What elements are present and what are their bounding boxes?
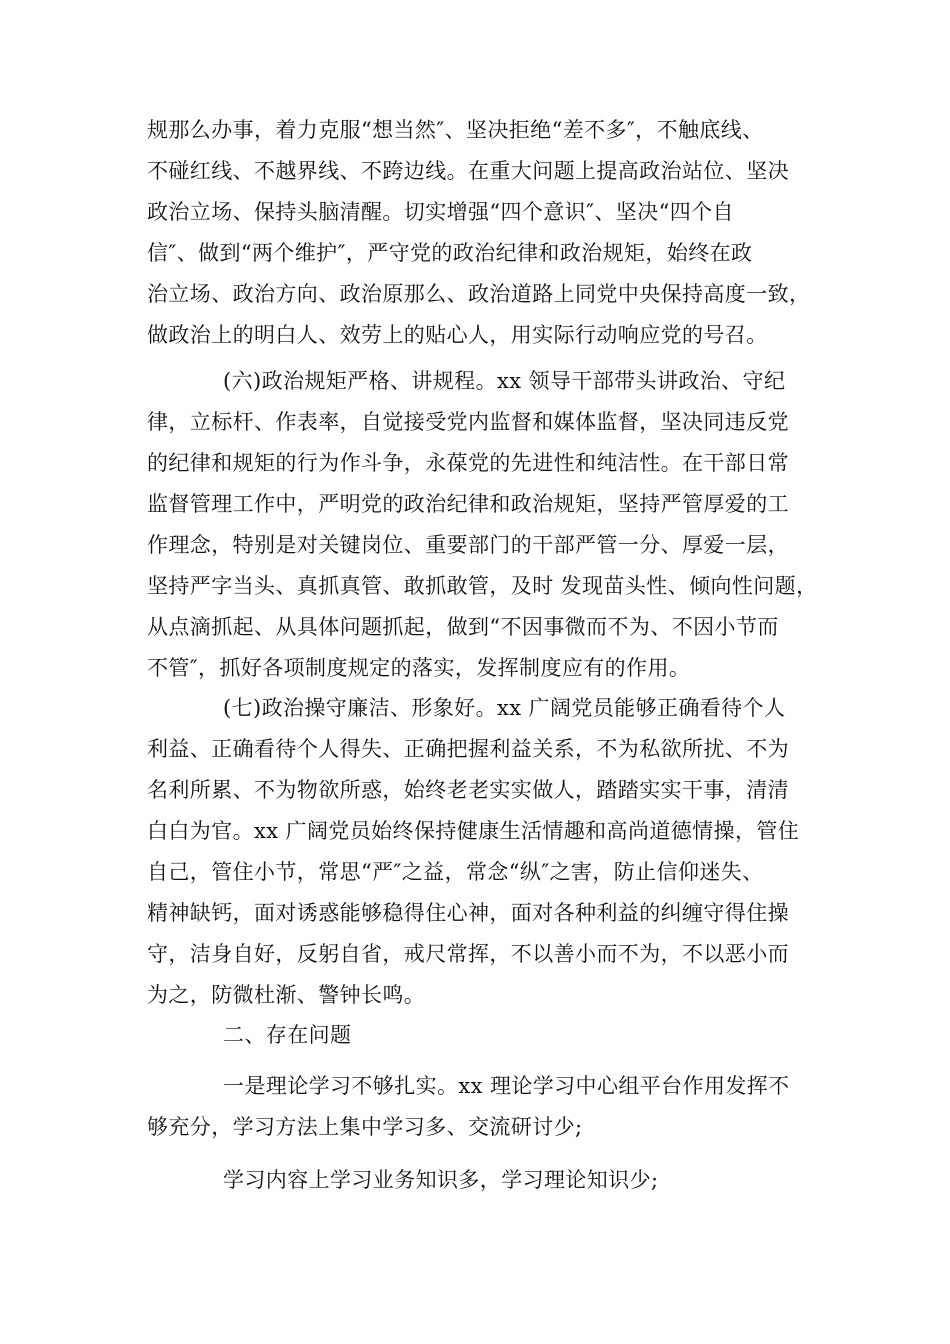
text-line: 的纪律和规矩的行为作斗争，永葆党的先进性和纯洁性。在干部日常 bbox=[147, 451, 789, 475]
text-line: 学习内容上学习业务知识多，学习理论知识少; bbox=[223, 1168, 659, 1192]
text-line: 利益、正确看待个人得失、正确把握利益关系，不为私欲所扰、不为 bbox=[147, 737, 789, 761]
text-line: 守，洁身自好，反躬自省，戒尺常挥，不以善小而不为，不以恶小而 bbox=[147, 942, 789, 966]
text-line: 一是理论学习不够扎实。xx 理论学习中心组平台作用发挥不 bbox=[223, 1074, 790, 1098]
paragraph-section-6 bbox=[147, 361, 827, 689]
text-line: 作理念，特别是对关键岗位、重要部门的干部严管一分、厚爱一层， bbox=[147, 533, 789, 557]
text-line: 为之，防微杜渐、警钟长鸣。 bbox=[147, 983, 426, 1007]
text-line: 治立场、政治方向、政治原那么、政治道路上同党中央保持高度一致， bbox=[147, 282, 811, 306]
paragraph-continuation bbox=[147, 110, 827, 356]
section-heading-problems bbox=[147, 1015, 827, 1056]
text-line: (六)政治规矩严格、讲规程。xx 领导干部带头讲政治、守纪 bbox=[223, 369, 786, 393]
paragraph-problem-1 bbox=[147, 1066, 827, 1148]
paragraph-problem-1-continued bbox=[147, 1160, 827, 1201]
text-line: 自己，管住小节，常思“严″之益，常念“纵″之害，防止信仰迷失、 bbox=[147, 860, 764, 884]
text-line: 规那么办事，着力克服“想当然″、坚决拒绝“差不多″，不触底线、 bbox=[147, 118, 764, 142]
text-line: 从点滴抓起、从具体问题抓起，做到“不因事微而不为、不因小节而 bbox=[147, 615, 779, 639]
heading-text: 二、存在问题 bbox=[223, 1023, 352, 1047]
text-line: 坚持严字当头、真抓真管、敢抓敢管，及时 发现苗头性、倾向性问题， bbox=[147, 574, 818, 598]
text-line: 不碰红线、不越界线、不跨边线。在重大问题上提高政治站位、坚决 bbox=[147, 159, 789, 183]
text-line: 做政治上的明白人、效劳上的贴心人，用实际行动响应党的号召。 bbox=[147, 323, 768, 347]
text-line: 够充分，学习方法上集中学习多、交流研讨少; bbox=[147, 1115, 583, 1139]
text-line: 不管″，抓好各项制度规定的落实，发挥制度应有的作用。 bbox=[147, 656, 691, 680]
text-line: 白白为官。xx 广阔党员始终保持健康生活情趣和高尚道德情操，管住 bbox=[147, 819, 800, 843]
text-line: 精神缺钙，面对诱惑能够稳得住心神，面对各种利益的纠缠守得住操 bbox=[147, 901, 789, 925]
text-line: 政治立场、保持头脑清醒。切实增强“四个意识″、坚决“四个自 bbox=[147, 200, 734, 224]
text-line: 律，立标杆、作表率，自觉接受党内监督和媒体监督，坚决同违反党 bbox=[147, 410, 789, 434]
text-line: 信″、做到“两个维护″，严守党的政治纪律和政治规矩，始终在政 bbox=[147, 241, 753, 265]
paragraph-section-7 bbox=[147, 688, 827, 1016]
text-line: 名利所累、不为物欲所惑，始终老老实实做人，踏踏实实干事，清清 bbox=[147, 778, 789, 802]
text-line: 监督管理工作中，严明党的政治纪律和政治规矩，坚持严管厚爱的工 bbox=[147, 492, 789, 516]
text-line: (七)政治操守廉洁、形象好。xx 广阔党员能够正确看待个人 bbox=[223, 696, 786, 720]
